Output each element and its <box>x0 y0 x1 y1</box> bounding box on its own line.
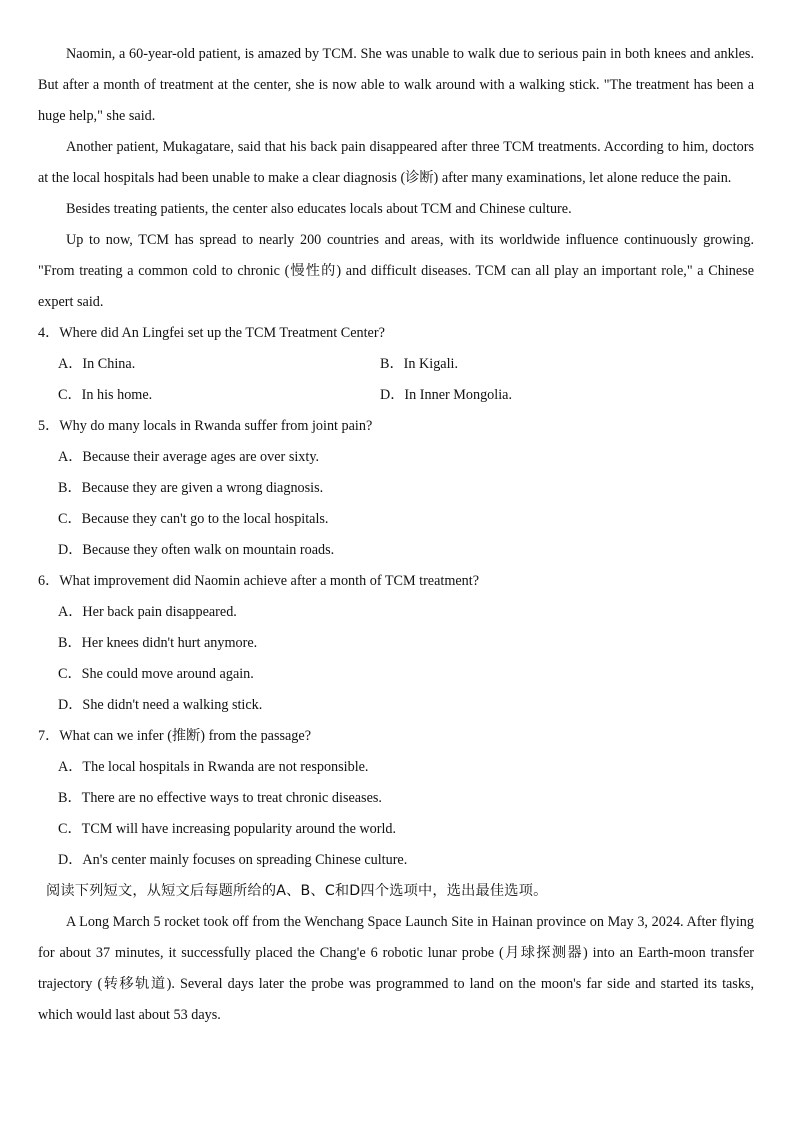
option-a: A．Her back pain disappeared. <box>58 604 237 620</box>
question-4 <box>38 318 754 411</box>
option-b: B．In Kigali. <box>380 356 459 372</box>
option-a: A．The local hospitals in Rwanda are not responsible. <box>58 759 369 775</box>
option-d: D．An's center mainly focuses on spreading Chinese culture. <box>58 852 408 868</box>
section-instruction: 阅读下列短文，从短文后每题所给的A、B、C和D四个选项中，选出最佳选项。 <box>46 883 548 899</box>
option-c: C．Because they can't go to the local hospitals. <box>58 511 329 527</box>
paragraph: Besides treating patients, the center also educates locals about TCM and Chinese culture. <box>66 201 572 217</box>
question-stem: 5．Why do many locals in Rwanda suffer from joint pain? <box>38 418 373 434</box>
option-d: D．She didn't need a walking stick. <box>58 697 263 713</box>
paragraph: Naomin, a 60-year-old patient, is amazed by TCM. She was unable to walk due to serious pain in both knees and ankles. But after a month of treatment at the center, she is now able to walk around with a walking stick. "The treatment has been a huge help," she said. <box>38 46 754 124</box>
option-a: A．In China. <box>58 356 136 372</box>
option-c: C．In his home. <box>58 387 153 403</box>
question-5 <box>38 411 754 566</box>
option-c: C．She could move around again. <box>58 666 254 682</box>
document-page <box>38 39 754 1031</box>
option-c: C．TCM will have increasing popularity around the world. <box>58 821 397 837</box>
option-b: B．Because they are given a wrong diagnosis. <box>58 480 324 496</box>
question-6 <box>38 566 754 721</box>
option-b: B．Her knees didn't hurt anymore. <box>58 635 258 651</box>
question-stem: 7．What can we infer (推断) from the passage? <box>38 728 311 744</box>
option-row <box>38 349 754 380</box>
option-a: A．Because their average ages are over sixty. <box>58 449 320 465</box>
option-row <box>38 380 754 411</box>
option-d: D．In Inner Mongolia. <box>380 387 512 403</box>
question-stem: 6．What improvement did Naomin achieve after a month of TCM treatment? <box>38 573 479 589</box>
paragraph: Another patient, Mukagatare, said that his back pain disappeared after three TCM treatments. According to him, doctors at the local hospitals had been unable to make a clear diagnosis (诊断) after many examinations, let alone reduce the pain. <box>38 139 754 186</box>
passage-2 <box>38 907 754 1031</box>
option-b: B．There are no effective ways to treat chronic diseases. <box>58 790 382 806</box>
option-d: D．Because they often walk on mountain roads. <box>58 542 335 558</box>
question-7 <box>38 721 754 876</box>
paragraph: Up to now, TCM has spread to nearly 200 countries and areas, with its worldwide influence continuously growing. "From treating a common cold to chronic (慢性的) and difficult diseases. TCM can all play an important role," a Chinese expert said. <box>38 232 754 310</box>
paragraph: A Long March 5 rocket took off from the Wenchang Space Launch Site in Hainan province on May 3, 2024. After flying for about 37 minutes, it successfully placed the Chang'e 6 robotic lunar probe (月球探测器) into an Earth-moon transfer trajectory (转移轨道). Several days later the probe was programmed to land on the moon's far side and started its tasks, which would last about 53 days. <box>38 914 754 1023</box>
passage-1 <box>38 39 754 318</box>
question-stem: 4．Where did An Lingfei set up the TCM Treatment Center? <box>38 325 385 341</box>
